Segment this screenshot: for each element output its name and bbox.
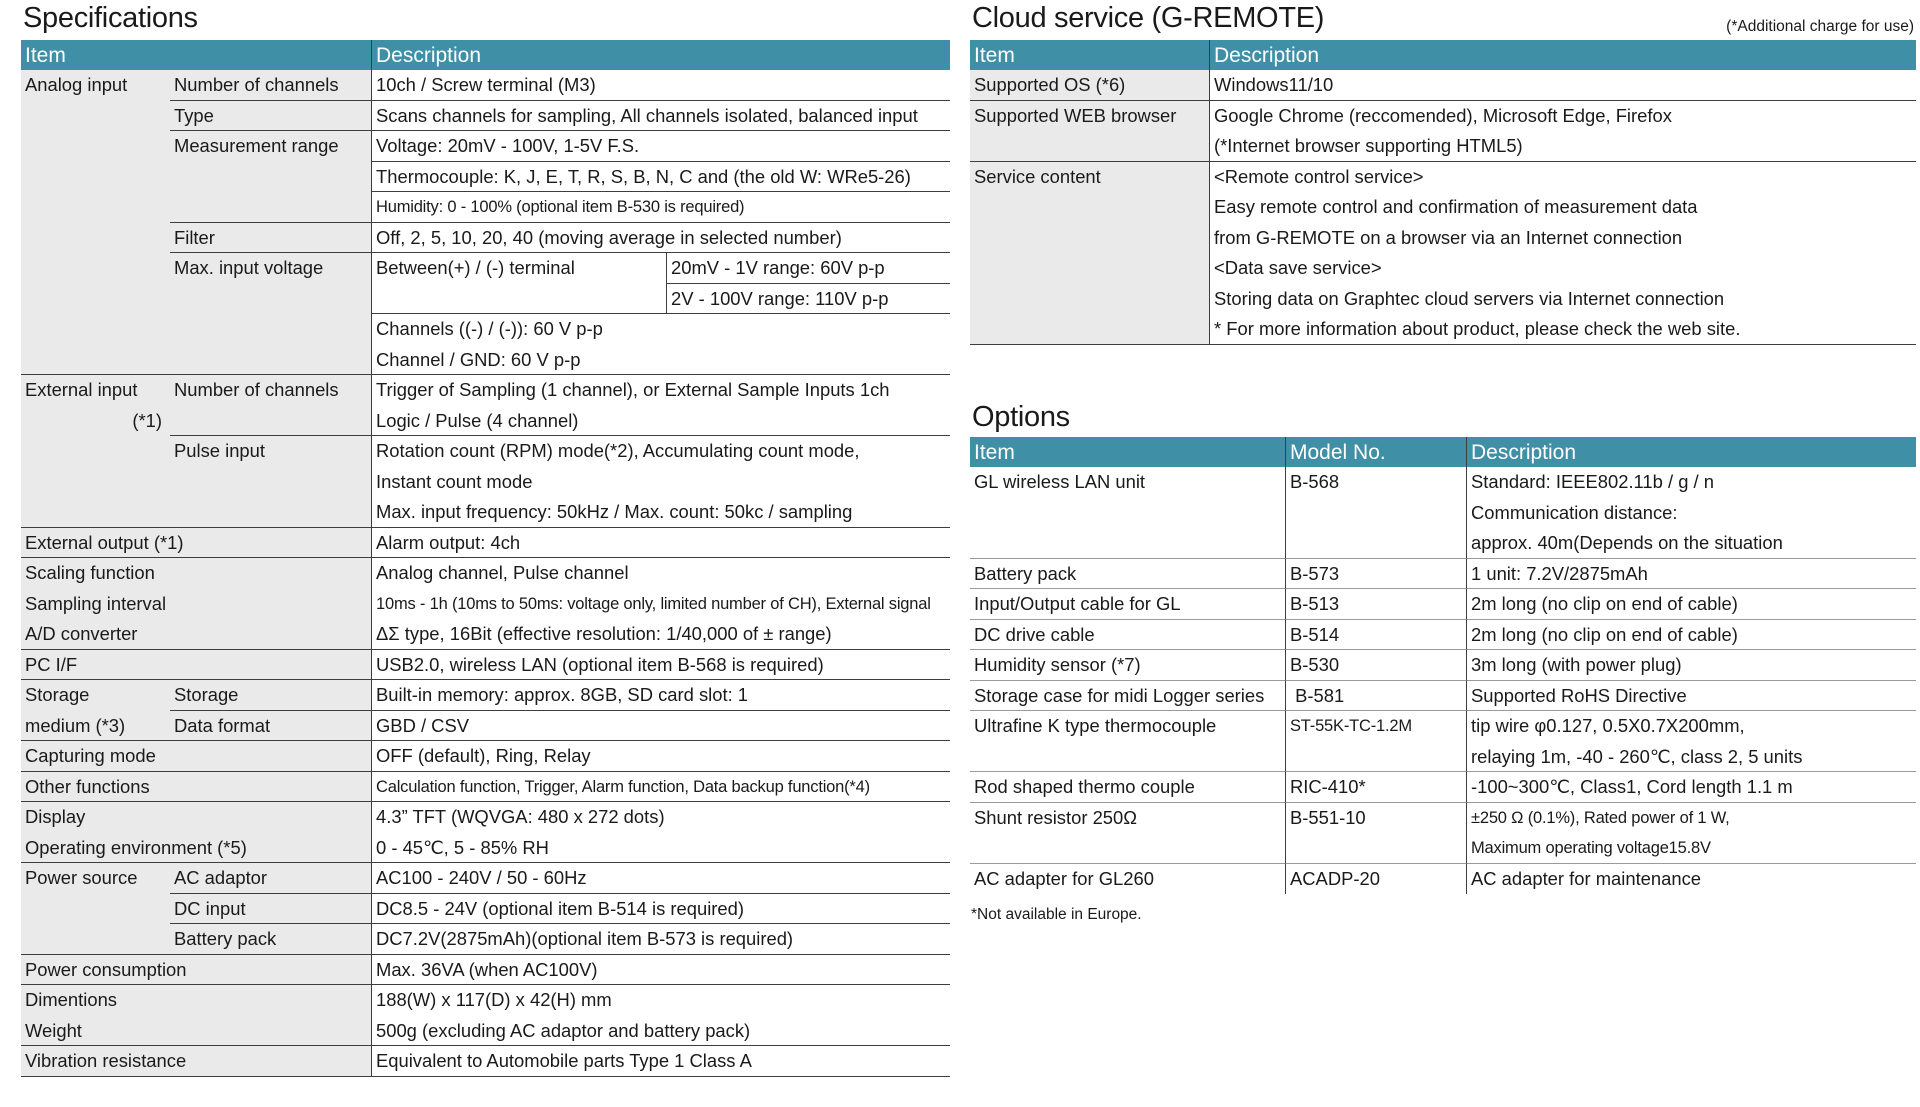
option-model: B-513: [1285, 589, 1466, 620]
data-format-value: GBD / CSV: [371, 711, 950, 742]
display-value: 4.3” TFT (WQVGA: 480 x 272 dots): [371, 802, 950, 833]
option-item: Ultrafine K type thermocouple: [970, 711, 1285, 772]
analog-maxv-range1: 20mV - 1V range: 60V p-p: [666, 253, 950, 284]
analog-maxv-range2: 2V - 100V range: 110V p-p: [666, 284, 950, 315]
external-input-note: (*1): [132, 409, 162, 431]
option-description: [1466, 467, 1916, 559]
pc-if-value: USB2.0, wireless LAN (optional item B-568 is required): [371, 650, 950, 681]
option-desc-line: ±250 Ω (0.1%), Rated power of 1 W,: [1471, 808, 1730, 827]
option-item: AC adapter for GL260: [974, 867, 1154, 889]
cloud-table: [970, 40, 1916, 375]
option-desc-line: approx. 40m(Depends on the situation: [1471, 532, 1783, 553]
pulse-input-3: Max. input frequency: 50kHz / Max. count: 50kc / sampling: [371, 497, 950, 528]
environment-label: Operating environment (*5): [21, 833, 371, 864]
cloud-service-6: * For more information about product, please check the web site.: [1209, 314, 1916, 345]
option-description: AC adapter for maintenance: [1466, 864, 1916, 895]
power-source-label: Power source: [21, 863, 170, 955]
external-channels-2: Logic / Pulse (4 channel): [371, 406, 950, 437]
option-model: B-573: [1285, 559, 1466, 590]
dc-input-value: DC8.5 - 24V (optional item B-514 is required): [371, 894, 950, 925]
option-item: Storage case for midi Logger series: [970, 681, 1285, 712]
cloud-header-description: Description: [1209, 40, 1916, 70]
other-functions-label: Other functions: [21, 772, 371, 803]
storage-medium-label-1: Storage: [25, 684, 90, 705]
analog-filter-label: Filter: [170, 223, 371, 254]
option-model: B-530: [1285, 650, 1466, 681]
dimensions-label: Dimentions: [21, 985, 371, 1016]
option-item: Battery pack: [970, 559, 1285, 590]
ac-adaptor-value: AC100 - 240V / 50 - 60Hz: [371, 863, 950, 894]
weight-label: Weight: [21, 1016, 371, 1047]
pc-if-label: PC I/F: [21, 650, 371, 681]
data-format-label: Data format: [170, 711, 371, 742]
option-desc-line: Communication distance:: [1471, 501, 1678, 523]
specifications-title: Specifications: [23, 2, 198, 34]
option-description: -100~300℃, Class1, Cord length 1.1 m: [1466, 772, 1916, 803]
option-model: ST-55K-TC-1.2M: [1285, 711, 1466, 772]
cloud-title: Cloud service (G-REMOTE): [972, 2, 1325, 34]
option-description: 3m long (with power plug): [1466, 650, 1916, 681]
cloud-charge-note: (*Additional charge for use): [1726, 18, 1914, 35]
option-item: Rod shaped thermo couple: [970, 772, 1285, 803]
options-footnote: *Not available in Europe.: [971, 906, 1142, 923]
analog-filter-value: Off, 2, 5, 10, 20, 40 (moving average in selected number): [371, 223, 950, 254]
option-description: 2m long (no clip on end of cable): [1466, 620, 1916, 651]
option-model: B-568: [1285, 467, 1466, 559]
battery-pack-label: Battery pack: [170, 924, 371, 955]
option-description: [1466, 711, 1916, 772]
storage-medium-label-2: medium (*3): [25, 714, 126, 736]
analog-input-label: Analog input: [21, 70, 170, 375]
external-input-label: External input: [25, 379, 138, 400]
analog-maxv-gnd: Channel / GND: 60 V p-p: [371, 345, 950, 376]
cloud-browser-1: Google Chrome (reccomended), Microsoft Edge, Firefox: [1209, 101, 1916, 132]
environment-value: 0 - 45℃, 5 - 85% RH: [371, 833, 950, 864]
option-desc-line: Standard: IEEE802.11b / g / n: [1471, 471, 1714, 492]
ad-converter-value: ΔΣ type, 16Bit (effective resolution: 1/40,000 of ± range): [371, 619, 950, 650]
cloud-service-4: <Data save service>: [1209, 253, 1916, 284]
pulse-input-2: Instant count mode: [371, 467, 950, 498]
specifications-table: [21, 40, 950, 1107]
option-model: B-551-10: [1285, 803, 1466, 864]
external-output-value: Alarm output: 4ch: [371, 528, 950, 559]
analog-channels-value: 10ch / Screw terminal (M3): [371, 70, 950, 101]
option-model: ACADP-20: [1285, 864, 1466, 895]
capturing-label: Capturing mode: [21, 741, 371, 772]
option-model: RIC-410*: [1285, 772, 1466, 803]
scaling-label: Scaling function: [21, 558, 371, 589]
option-desc-line: relaying 1m, -40 - 260℃, class 2, 5 units: [1471, 745, 1803, 767]
option-description: [1466, 803, 1916, 864]
option-desc-line: tip wire φ0.127, 0.5X0.7X200mm,: [1471, 715, 1745, 736]
pulse-input-1: Rotation count (RPM) mode(*2), Accumulating count mode,: [371, 436, 950, 467]
ac-adaptor-label: AC adaptor: [170, 863, 371, 894]
options-header-description: Description: [1466, 437, 1916, 467]
analog-range-humidity: Humidity: 0 - 100% (optional item B-530 is required): [371, 192, 950, 223]
cloud-service-5: Storing data on Graphtec cloud servers via Internet connection: [1209, 284, 1916, 315]
cloud-os-label: Supported OS (*6): [970, 70, 1209, 101]
analog-maxv-channels: Channels ((-) / (-)): 60 V p-p: [371, 314, 950, 345]
option-description: Supported RoHS Directive: [1466, 681, 1916, 712]
option-desc-line: Maximum operating voltage15.8V: [1471, 839, 1711, 857]
cloud-header-item: Item: [970, 40, 1209, 70]
analog-maxv-terminal: Between(+) / (-) terminal: [371, 253, 666, 314]
storage-value: Built-in memory: approx. 8GB, SD card slot: 1: [371, 680, 950, 711]
analog-range-thermo: Thermocouple: K, J, E, T, R, S, B, N, C and (the old W: WRe5-26): [371, 162, 950, 193]
cloud-os-value: Windows11/10: [1209, 70, 1916, 101]
dc-input-label: DC input: [170, 894, 371, 925]
options-table: [970, 437, 1916, 925]
other-functions-value: Calculation function, Trigger, Alarm function, Data backup function(*4): [371, 772, 950, 803]
weight-value: 500g (excluding AC adaptor and battery pack): [371, 1016, 950, 1047]
option-item: Input/Output cable for GL: [970, 589, 1285, 620]
option-model: B-581: [1285, 681, 1466, 712]
analog-type-label: Type: [170, 101, 371, 132]
ad-converter-label: A/D converter: [21, 619, 371, 650]
cloud-service-1: <Remote control service>: [1209, 162, 1916, 193]
vibration-value: Equivalent to Automobile parts Type 1 Class A: [371, 1046, 950, 1077]
storage-label: Storage: [170, 680, 371, 711]
option-description: 1 unit: 7.2V/2875mAh: [1466, 559, 1916, 590]
analog-range-voltage: Voltage: 20mV - 100V, 1-5V F.S.: [371, 131, 950, 162]
options-header-item: Item: [970, 437, 1285, 467]
option-item: Humidity sensor (*7): [970, 650, 1285, 681]
scaling-value: Analog channel, Pulse channel: [371, 558, 950, 589]
analog-range-label: Measurement range: [170, 131, 371, 223]
external-channels-1: Trigger of Sampling (1 channel), or External Sample Inputs 1ch: [371, 375, 950, 406]
analog-maxv-label: Max. input voltage: [170, 253, 371, 375]
capturing-value: OFF (default), Ring, Relay: [371, 741, 950, 772]
options-header-model: Model No.: [1285, 437, 1466, 467]
battery-pack-value: DC7.2V(2875mAh)(optional item B-573 is required): [371, 924, 950, 955]
analog-type-value: Scans channels for sampling, All channels isolated, balanced input: [371, 101, 950, 132]
option-item: GL wireless LAN unit: [970, 467, 1285, 559]
option-item: Shunt resistor 250Ω: [970, 803, 1285, 864]
option-item: DC drive cable: [970, 620, 1285, 651]
cloud-service-label: Service content: [970, 162, 1209, 345]
options-title: Options: [972, 401, 1070, 433]
cloud-service-2: Easy remote control and confirmation of measurement data: [1209, 192, 1916, 223]
external-channels-label: Number of channels: [170, 375, 371, 436]
display-label: Display: [21, 802, 371, 833]
spec-header-description: Description: [371, 40, 950, 70]
cloud-browser-2: (*Internet browser supporting HTML5): [1209, 131, 1916, 162]
sampling-value: 10ms - 1h (10ms to 50ms: voltage only, limited number of CH), External signal: [371, 589, 950, 620]
dimensions-value: 188(W) x 117(D) x 42(H) mm: [371, 985, 950, 1016]
pulse-input-label: Pulse input: [170, 436, 371, 528]
power-consumption-label: Power consumption: [21, 955, 371, 986]
analog-channels-label: Number of channels: [170, 70, 371, 101]
spec-header-item: Item: [21, 40, 371, 70]
option-model: B-514: [1285, 620, 1466, 651]
external-input-label-cell: [21, 375, 170, 528]
power-consumption-value: Max. 36VA (when AC100V): [371, 955, 950, 986]
storage-medium-label-cell: [21, 680, 170, 741]
external-output-label: External output (*1): [21, 528, 371, 559]
option-description: 2m long (no clip on end of cable): [1466, 589, 1916, 620]
vibration-label: Vibration resistance: [21, 1046, 371, 1077]
cloud-service-3: from G-REMOTE on a browser via an Internet connection: [1209, 223, 1916, 254]
cloud-browser-label: Supported WEB browser: [970, 101, 1209, 162]
sampling-label: Sampling interval: [21, 589, 371, 620]
